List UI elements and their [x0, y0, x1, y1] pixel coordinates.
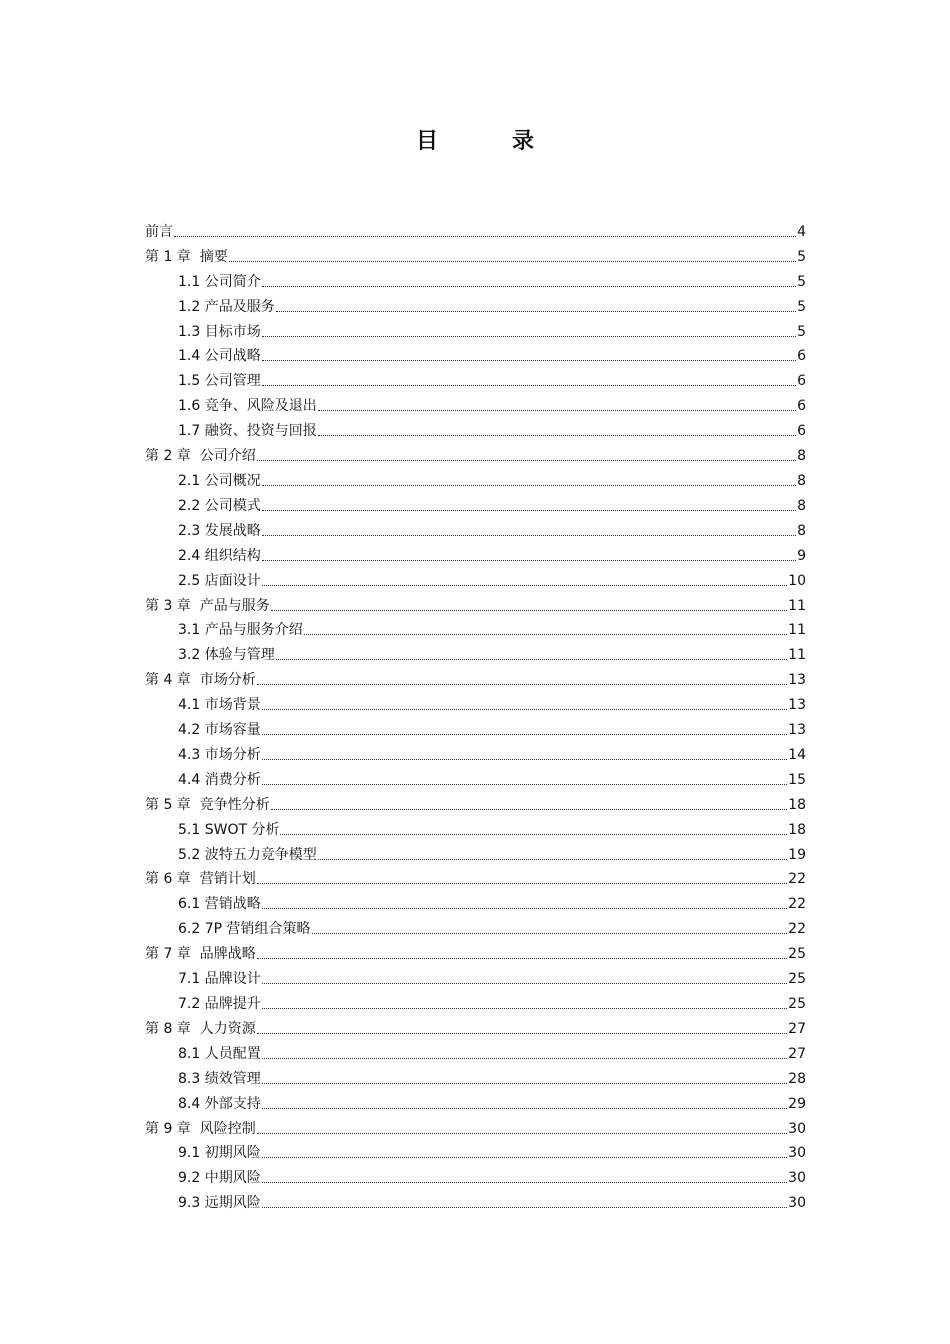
dot-leader: [262, 1157, 787, 1158]
dot-leader: [276, 659, 787, 660]
toc-entry-page-number: 5: [797, 273, 806, 290]
toc-entry-page-number: 22: [788, 871, 806, 888]
dot-leader: [318, 435, 796, 436]
toc-entry-label: 1.3 目标市场: [178, 323, 261, 340]
toc-entry-page-number: 28: [788, 1070, 806, 1087]
dot-leader: [262, 560, 796, 561]
toc-section-entry[interactable]: [145, 1038, 806, 1063]
toc-entry-label: 第 8 章 人力资源: [145, 1020, 256, 1037]
toc-entry-label: 9.2 中期风险: [178, 1170, 261, 1187]
toc-entry-label: 7.2 品牌提升: [178, 996, 261, 1012]
toc-entry-page-number: 15: [788, 771, 806, 788]
dot-leader: [257, 883, 787, 884]
toc-entry-page-number: 8: [797, 497, 806, 514]
dot-leader: [262, 734, 787, 735]
toc-entry-label: 第 6 章 营销计划: [145, 871, 256, 888]
toc-entry-label: 7.1 品牌设计: [178, 971, 261, 988]
toc-entry-page-number: 27: [788, 1020, 806, 1037]
toc-entry-page-number: 14: [788, 746, 806, 763]
toc-entry-label: 8.1 人员配置: [178, 1045, 261, 1062]
toc-entry-page-number: 13: [788, 672, 806, 689]
toc-entry-label: 2.5 店面设计: [178, 572, 261, 589]
toc-section-entry[interactable]: [145, 1088, 806, 1113]
toc-entry-label: 3.2 体验与管理: [178, 647, 275, 664]
dot-leader: [271, 809, 787, 810]
toc-section-entry[interactable]: [145, 689, 806, 714]
toc-entry-page-number: 13: [788, 722, 806, 739]
toc-section-entry[interactable]: [145, 963, 806, 988]
toc-entry-label: 1.4 公司战略: [178, 348, 261, 365]
toc-entry-label: 3.1 产品与服务介绍: [178, 622, 303, 639]
dot-leader: [257, 684, 787, 685]
toc-entry-label: 1.2 产品及服务: [178, 298, 275, 315]
dot-leader: [229, 261, 796, 262]
dot-leader: [280, 834, 787, 835]
toc-entry-label: 5.2 波特五力竞争模型: [178, 846, 317, 863]
dot-leader: [318, 859, 787, 860]
dot-leader: [262, 1083, 787, 1084]
toc-entry-page-number: 10: [788, 572, 806, 589]
toc-entry-page-number: 8: [797, 522, 806, 539]
dot-leader: [312, 933, 788, 934]
toc-entry-label: 4.2 市场容量: [178, 722, 261, 739]
toc-entry-page-number: 6: [797, 348, 806, 365]
dot-leader: [262, 1058, 787, 1059]
toc-entry-page-number: 25: [788, 946, 806, 963]
toc-entry-label: 第 3 章 产品与服务: [145, 597, 270, 614]
dot-leader: [262, 360, 796, 361]
toc-entry-page-number: 6: [797, 398, 806, 415]
toc-section-entry[interactable]: [145, 415, 806, 440]
toc-entry-page-number: 18: [788, 796, 806, 813]
dot-leader: [262, 1108, 787, 1109]
dot-leader: [262, 1207, 787, 1208]
toc-section-entry[interactable]: [145, 888, 806, 913]
toc-section-entry[interactable]: [145, 1162, 806, 1187]
toc-section-entry[interactable]: [145, 390, 806, 415]
toc-entry-label: 2.3 发展战略: [178, 522, 261, 539]
dot-leader: [318, 410, 796, 411]
dot-leader: [262, 485, 796, 486]
dot-leader: [271, 610, 787, 611]
dot-leader: [262, 759, 787, 760]
toc-entry-page-number: 11: [788, 622, 806, 639]
toc-entry-label: 4.1 市场背景: [178, 697, 261, 714]
toc-entry-page-number: 9: [797, 547, 806, 564]
toc-entry-label: 6.2 7P 营销组合策略: [178, 921, 311, 938]
dot-leader: [262, 535, 796, 536]
toc-section-entry[interactable]: [145, 714, 806, 739]
toc-entry-page-number: 5: [797, 298, 806, 315]
dot-leader: [262, 908, 787, 909]
toc-section-entry[interactable]: [145, 316, 806, 341]
toc-entry-label: 第 1 章 摘要: [145, 248, 228, 265]
toc-section-entry[interactable]: [145, 540, 806, 565]
toc-section-entry[interactable]: [145, 365, 806, 390]
dot-leader: [262, 1008, 787, 1009]
toc-entry-label: 4.3 市场分析: [178, 746, 261, 763]
toc-chapter-entry[interactable]: [145, 590, 806, 615]
dot-leader: [262, 784, 787, 785]
toc-chapter-entry[interactable]: [145, 1113, 806, 1138]
toc-entry-page-number: 30: [788, 1120, 806, 1137]
dot-leader: [262, 585, 787, 586]
toc-entry-label: 前言: [145, 223, 173, 240]
toc-entry-label: 9.3 远期风险: [178, 1195, 261, 1212]
dot-leader: [262, 1182, 787, 1183]
dot-leader: [257, 1033, 787, 1034]
dot-leader: [174, 236, 796, 237]
toc-entry-page-number: 30: [788, 1170, 806, 1187]
toc-chapter-entry[interactable]: [145, 241, 806, 266]
toc-section-entry[interactable]: [145, 739, 806, 764]
toc-entry-page-number: 5: [797, 248, 806, 265]
toc-section-entry[interactable]: [145, 764, 806, 789]
toc-section-entry[interactable]: [145, 1063, 806, 1088]
toc-chapter-entry[interactable]: [145, 216, 806, 241]
toc-entry-page-number: 8: [797, 472, 806, 489]
dot-leader: [257, 460, 796, 461]
toc-entry-page-number: 5: [797, 323, 806, 340]
toc-entry-label: 2.2 公司模式: [178, 497, 261, 514]
toc-entry-label: 2.4 组织结构: [178, 547, 261, 564]
toc-section-entry[interactable]: [145, 341, 806, 366]
toc-entry-label: 4.4 消费分析: [178, 771, 261, 788]
toc-entry-page-number: 30: [788, 1145, 806, 1162]
toc-entry-label: 6.1 营销战略: [178, 896, 261, 913]
toc-entry-page-number: 6: [797, 423, 806, 440]
toc-entry-label: 第 5 章 竞争性分析: [145, 796, 270, 813]
toc-section-entry[interactable]: [145, 291, 806, 316]
toc-section-entry[interactable]: [145, 515, 806, 540]
dot-leader: [262, 385, 796, 386]
toc-entry-label: 2.1 公司概况: [178, 472, 261, 489]
toc-entry-page-number: 13: [788, 697, 806, 714]
toc-entry-page-number: 22: [788, 921, 806, 938]
dot-leader: [257, 1133, 787, 1134]
toc-chapter-entry[interactable]: [145, 864, 806, 889]
toc-entry-page-number: 19: [788, 846, 806, 863]
toc-section-entry[interactable]: [145, 839, 806, 864]
toc-section-entry[interactable]: [145, 913, 806, 938]
toc-section-entry[interactable]: [145, 615, 806, 640]
toc-chapter-entry[interactable]: [145, 1013, 806, 1038]
toc-entry-page-number: 4: [797, 223, 806, 240]
toc-section-entry[interactable]: [145, 639, 806, 664]
dot-leader: [262, 510, 796, 511]
toc-section-entry[interactable]: [145, 1187, 806, 1212]
toc-section-entry[interactable]: [145, 465, 806, 490]
dot-leader: [262, 709, 787, 710]
toc-section-entry[interactable]: [145, 266, 806, 291]
toc-entry-label: 第 7 章 品牌战略: [145, 946, 256, 963]
toc-entry-label: 8.3 绩效管理: [178, 1070, 261, 1087]
toc-entry-page-number: 11: [788, 597, 806, 614]
toc-section-entry[interactable]: [145, 1138, 806, 1163]
toc-entry-page-number: 25: [788, 971, 806, 988]
dot-leader: [257, 958, 787, 959]
toc-entry-label: 1.1 公司简介: [178, 273, 261, 290]
toc-entry-page-number: 30: [788, 1195, 806, 1212]
toc-entry-label: 9.1 初期风险: [178, 1145, 261, 1162]
toc-chapter-entry[interactable]: [145, 664, 806, 689]
dot-leader: [262, 336, 796, 337]
toc-chapter-entry[interactable]: [145, 440, 806, 465]
toc-chapter-entry[interactable]: [145, 938, 806, 963]
toc-title: 目 录: [415, 129, 560, 154]
toc-section-entry[interactable]: [145, 490, 806, 515]
toc-section-entry[interactable]: [145, 988, 806, 1013]
dot-leader: [262, 286, 796, 287]
toc-section-entry[interactable]: [145, 565, 806, 590]
toc-entry-page-number: 29: [788, 1095, 806, 1112]
toc-entry-label: 1.6 竞争、风险及退出: [178, 398, 317, 415]
toc-entry-page-number: 11: [788, 647, 806, 664]
toc-entry-label: 1.5 公司管理: [178, 373, 261, 390]
toc-entry-page-number: 6: [797, 373, 806, 390]
toc-entry-label: 第 9 章 风险控制: [145, 1120, 256, 1137]
dot-leader: [262, 983, 787, 984]
toc-entry-page-number: 27: [788, 1045, 806, 1062]
toc-entry-page-number: 25: [788, 996, 806, 1012]
toc-entry-label: 8.4 外部支持: [178, 1095, 261, 1112]
toc-entry-label: 第 2 章 公司介绍: [145, 448, 256, 465]
table-of-contents: [145, 216, 806, 1212]
toc-section-entry[interactable]: [145, 814, 806, 839]
toc-entry-page-number: 22: [788, 896, 806, 913]
toc-entry-page-number: 18: [788, 821, 806, 838]
toc-entry-label: 第 4 章 市场分析: [145, 672, 256, 689]
toc-entry-label: 5.1 SWOT 分析: [178, 821, 280, 838]
toc-chapter-entry[interactable]: [145, 789, 806, 814]
toc-entry-page-number: 8: [797, 448, 806, 465]
dot-leader: [276, 311, 796, 312]
toc-entry-label: 1.7 融资、投资与回报: [178, 423, 317, 440]
dot-leader: [304, 634, 787, 635]
